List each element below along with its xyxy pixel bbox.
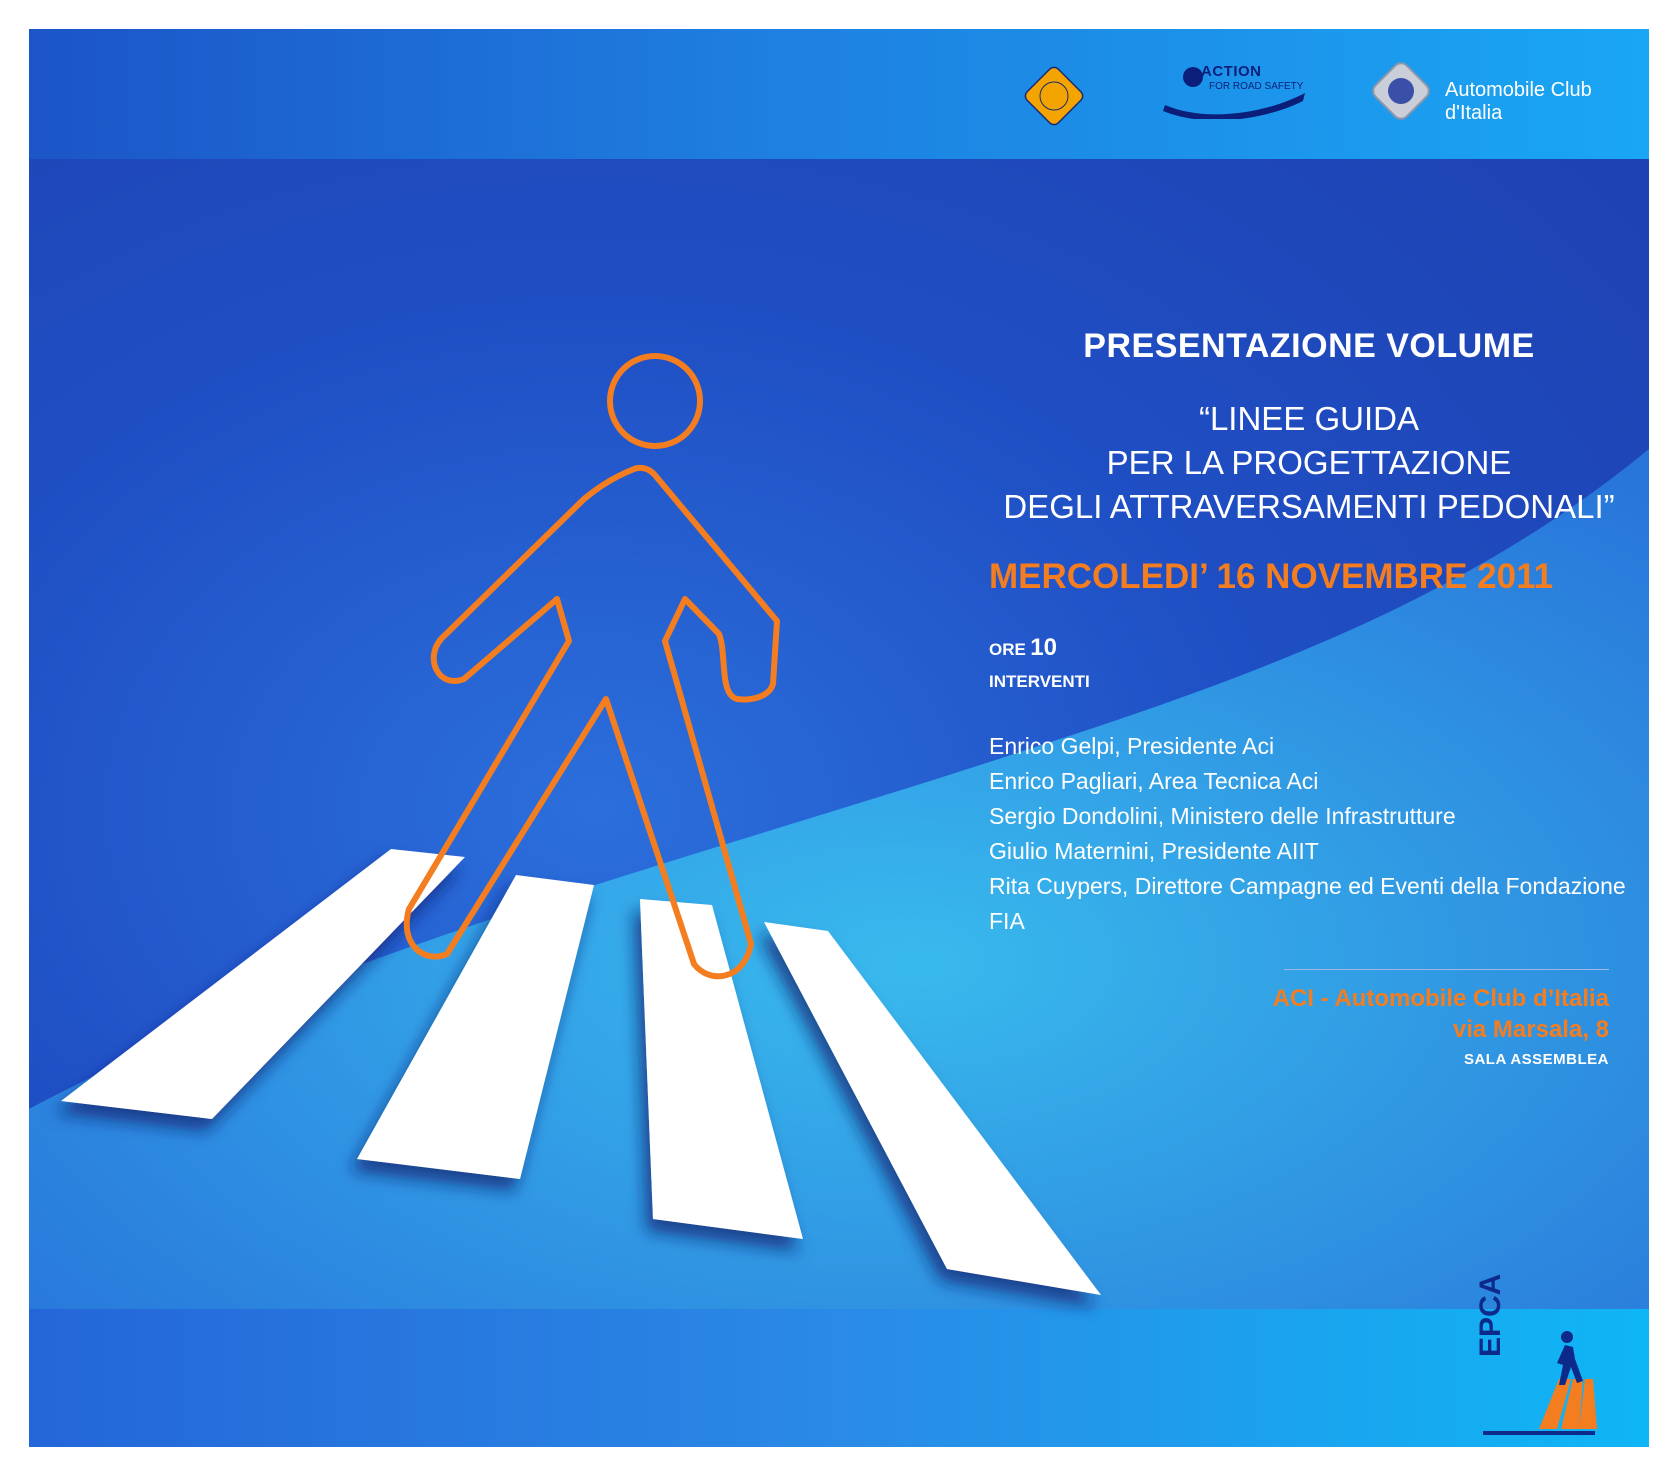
speaker-item: Enrico Gelpi, Presidente Aci [989, 733, 1275, 759]
speaker-item: Sergio Dondolini, Ministero delle Infrastrutture [989, 803, 1456, 829]
speaker-item: Giulio Maternini, Presidente AIIT [989, 838, 1319, 864]
book-title-line: DEGLI ATTRAVERSAMENTI PEDONALI” [1003, 488, 1615, 525]
venue-divider [1284, 969, 1609, 970]
book-title-line: PER LA PROGETTAZIONE [1106, 444, 1512, 481]
event-title: PRESENTAZIONE VOLUME [1083, 327, 1535, 365]
orange-diamond-logo-icon [1021, 63, 1087, 129]
book-title-line: “LINEE GUIDA [1198, 400, 1420, 437]
book-title [989, 397, 1629, 529]
speaker-item: Rita Cuypers, Direttore Campagne ed Eventi della Fondazione FIA [989, 873, 1626, 934]
aci-logo-icon [1369, 59, 1433, 123]
event-date: MERCOLEDI’ 16 NOVEMBRE 2011 [989, 557, 1554, 596]
speakers-label: INTERVENTI [989, 672, 1090, 691]
speaker-item: Enrico Pagliari, Area Tecnica Aci [989, 768, 1319, 794]
epca-logo-text: EPCA [1474, 1273, 1507, 1357]
speakers-list [989, 729, 1649, 939]
invitation-poster [29, 29, 1649, 1447]
venue-address: via Marsala, 8 [1452, 1016, 1609, 1043]
venue-name: ACI - Automobile Club d’Italia [1272, 985, 1609, 1012]
fia-action-logo-subtitle: FOR ROAD SAFETY [1209, 81, 1304, 92]
aci-brand-name: Automobile Club d'Italia [1445, 79, 1592, 124]
time-value: 10 [1030, 634, 1057, 661]
event-time [989, 634, 1057, 662]
venue-room: SALA ASSEMBLEA [1463, 1051, 1609, 1068]
fia-action-logo-title: ACTION [1201, 63, 1262, 80]
time-label: ORE [989, 640, 1026, 659]
